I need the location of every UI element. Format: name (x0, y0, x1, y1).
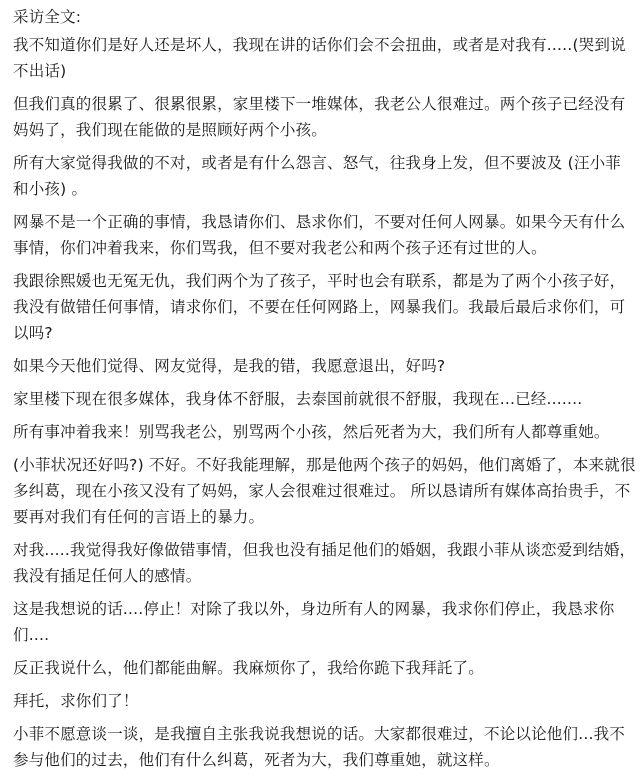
transcript-paragraph: 这是我想说的话....停止！对除了我以外，身边所有人的网暴，我求你们停止，我恳求你们.... (13, 600, 615, 644)
transcript-paragraph: 但我们真的很累了、很累很累，家里楼下一堆媒体，我老公人很难过。两个孩子已经没有妈妈了，我们现在能做的是照顾好两个小孩。 (13, 95, 626, 139)
transcript-paragraph: 我跟徐熙媛也无冤无仇，我们两个为了孩子，平时也会有联系，都是为了两个小孩子好，我没有做错任何事情，请求你们，不要在任何网路上，网暴我们。我最后最后求你们，可以吗? (13, 272, 626, 342)
transcript-title: 采访全文: (13, 8, 82, 26)
transcript-paragraph: 反正我说什么，他们都能曲解。我麻烦你了，我给你跪下我拜託了。 (13, 659, 485, 677)
transcript-paragraph: 所有事冲着我来！别骂我老公，别骂两个小孩，然后死者为大，我们所有人都尊重她。 (13, 423, 610, 441)
transcript-paragraph: (小菲状况还好吗?) 不好。不好我能理解，那是他两个孩子的妈妈，他们离婚了，本来就很多纠葛，现在小孩又没有了妈妈，家人会很难过很难过。 所以恳请所有媒体高抬贵手，不要再对我们有任何的言语上的暴力。 (13, 456, 636, 526)
transcript-paragraph: 家里楼下现在很多媒体，我身体不舒服，去泰国前就很不舒服，我现在...已经....... (13, 390, 583, 408)
transcript-paragraph: 我不知道你们是好人还是坏人，我现在讲的话你们会不会扭曲，或者是对我有.....(哭到说不出话) (13, 36, 626, 80)
transcript-paragraph: 如果今天他们觉得、网友觉得，是我的错，我愿意退出，好吗? (13, 357, 446, 375)
transcript-paragraph: 小菲不愿意谈一谈，是我擅自主张我说我想说的话。大家都很难过，不论以论他们...我不参与他们的过去，他们有什么纠葛，死者为大，我们尊重她，就这样。 (13, 725, 625, 769)
transcript-paragraph: 对我.....我觉得我好像做错事情，但我也没有插足他们的婚姻，我跟小菲从谈恋爱到结婚，我没有插足任何人的感情。 (13, 541, 636, 585)
transcript-paragraph: 网暴不是一个正确的事情，我恳请你们、恳求你们，不要对任何人网暴。如果今天有什么事情，你们冲着我来，你们骂我，但不要对我老公和两个孩子还有过世的人。 (13, 213, 626, 257)
transcript-paragraph: 拜托，求你们了！ (13, 692, 139, 710)
transcript-paragraph: 所有大家觉得我做的不对，或者是有什么怨言、怒气，往我身上发，但不要波及 (汪小菲和小孩) 。 (13, 154, 621, 198)
